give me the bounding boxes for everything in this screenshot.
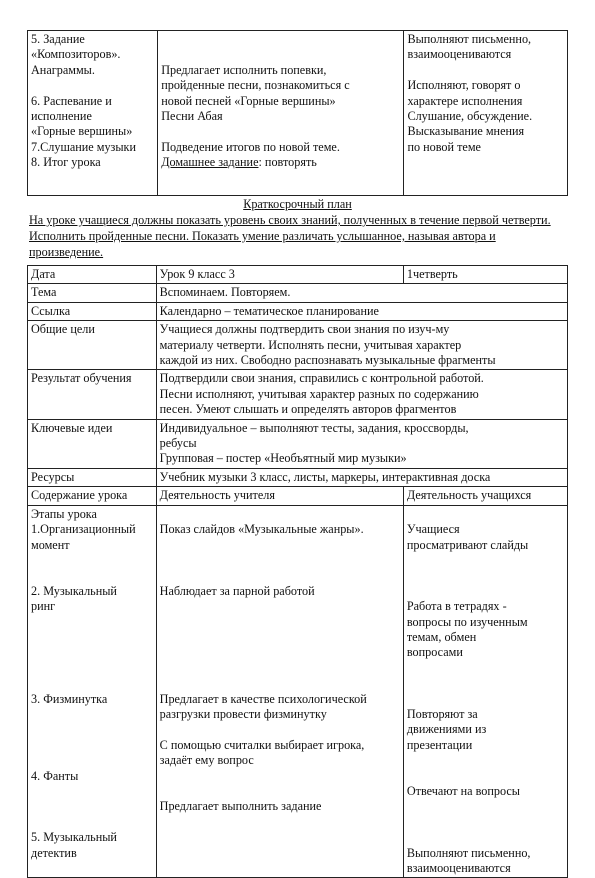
plan-title: Краткосрочный план (243, 197, 352, 211)
table-row (28, 419, 568, 468)
table-row (28, 266, 568, 284)
key-ideas-cell (156, 419, 567, 468)
table-row (28, 302, 568, 320)
homework-text: : повторять (258, 155, 317, 170)
key-ideas-value: Индивидуальное – выполняют тесты, задания, кроссворды, ребусы Групповая – постер «Необъятный мир музыки» (159, 420, 469, 466)
goals-label: Общие цели (28, 321, 157, 370)
resources-value: Учебник музыки 3 класс, листы, маркеры, интерактивная доска (156, 468, 567, 486)
goals-value: Учащиеся должны подтвердить свои знания по изуч-му материалу четверти. Исполнять песни, учитывая характер каждой из них. Свободно распознавать музыкальные фрагменты (159, 322, 496, 368)
students-activity-header: Деятельность учащихся (403, 487, 567, 505)
theme-label: Тема (28, 284, 157, 302)
table-row (28, 370, 568, 419)
stages-cell (28, 505, 157, 878)
homework-label: Домашнее задание (161, 155, 259, 170)
goals-cell (156, 321, 567, 370)
result-value: Подтвердили свои знания, справились с контрольной работой. Песни исполняют, учитывая характер разных по содержанию песен. Умеют слышать и определять авторов фрагментов (159, 371, 484, 417)
reference-value: Календарно – тематическое планирование (156, 302, 567, 320)
stages-students-cell (403, 505, 567, 878)
top-teacher-text: Предлагает исполнить попевки, пройденные песни, познакомиться с новой песней «Горные вершины» Песни Абая Подведение итогов по новой теме. (161, 63, 350, 155)
date-lesson: Урок 9 класс 3 (156, 266, 403, 284)
top-teacher-cell (158, 31, 404, 196)
plan-intro: На уроке учащиеся должны показать уровень своих знаний, полученных в течение первой четверти. Исполнить пройденные песни. Показать умение различать услышанное, называя автора и произведение. (29, 213, 551, 259)
date-quarter: 1четверть (403, 266, 567, 284)
top-table (27, 30, 568, 196)
reference-label: Ссылка (28, 302, 157, 320)
table-row (28, 321, 568, 370)
teacher-activity-header: Деятельность учителя (156, 487, 403, 505)
top-stages-text: 5. Задание «Композиторов». Анаграммы. 6. Распевание и исполнение «Горные вершины» 7.Слушание музыки 8. Итог урока (31, 32, 136, 170)
top-students-text: Выполняют письменно, взаимооцениваются Исполняют, говорят о характере исполнения Слушание, обсуждение. Высказывание мнения по новой теме (407, 32, 533, 154)
resources-label: Ресурсы (28, 468, 157, 486)
theme-value: Вспоминаем. Повторяем. (156, 284, 567, 302)
result-label: Результат обучения (28, 370, 157, 419)
lesson-plan-table (27, 265, 568, 878)
table-row (28, 505, 568, 878)
result-cell (156, 370, 567, 419)
lesson-content-header: Содержание урока (28, 487, 157, 505)
table-row (28, 487, 568, 505)
table-row (28, 468, 568, 486)
top-stages-cell (28, 31, 158, 196)
date-label: Дата (28, 266, 157, 284)
key-ideas-label: Ключевые идеи (28, 419, 157, 468)
stages-teacher-text: Показ слайдов «Музыкальные жанры». Наблюдает за парной работой Предлагает в качестве психологической разгрузки провести физминутку С помощью считалки выбирает игрока, задаёт ему вопрос Предлагает выполнить задание (159, 522, 367, 814)
top-students-cell (404, 31, 568, 196)
table-row (28, 284, 568, 302)
stages-text: Этапы урока 1.Организационный момент 2. Музыкальный ринг 3. Физминутка 4. Фанты 5. Музыкальный детектив (31, 506, 136, 860)
stages-teacher-cell (156, 505, 403, 878)
stages-students-text: Учащиеся просматривают слайды Работа в тетрадях - вопросы по изученным темам, обмен вопросами Повторяют за движениями из презентации Отвечают на вопросы Выполняют письменно, взаимооцениваются (406, 522, 531, 876)
